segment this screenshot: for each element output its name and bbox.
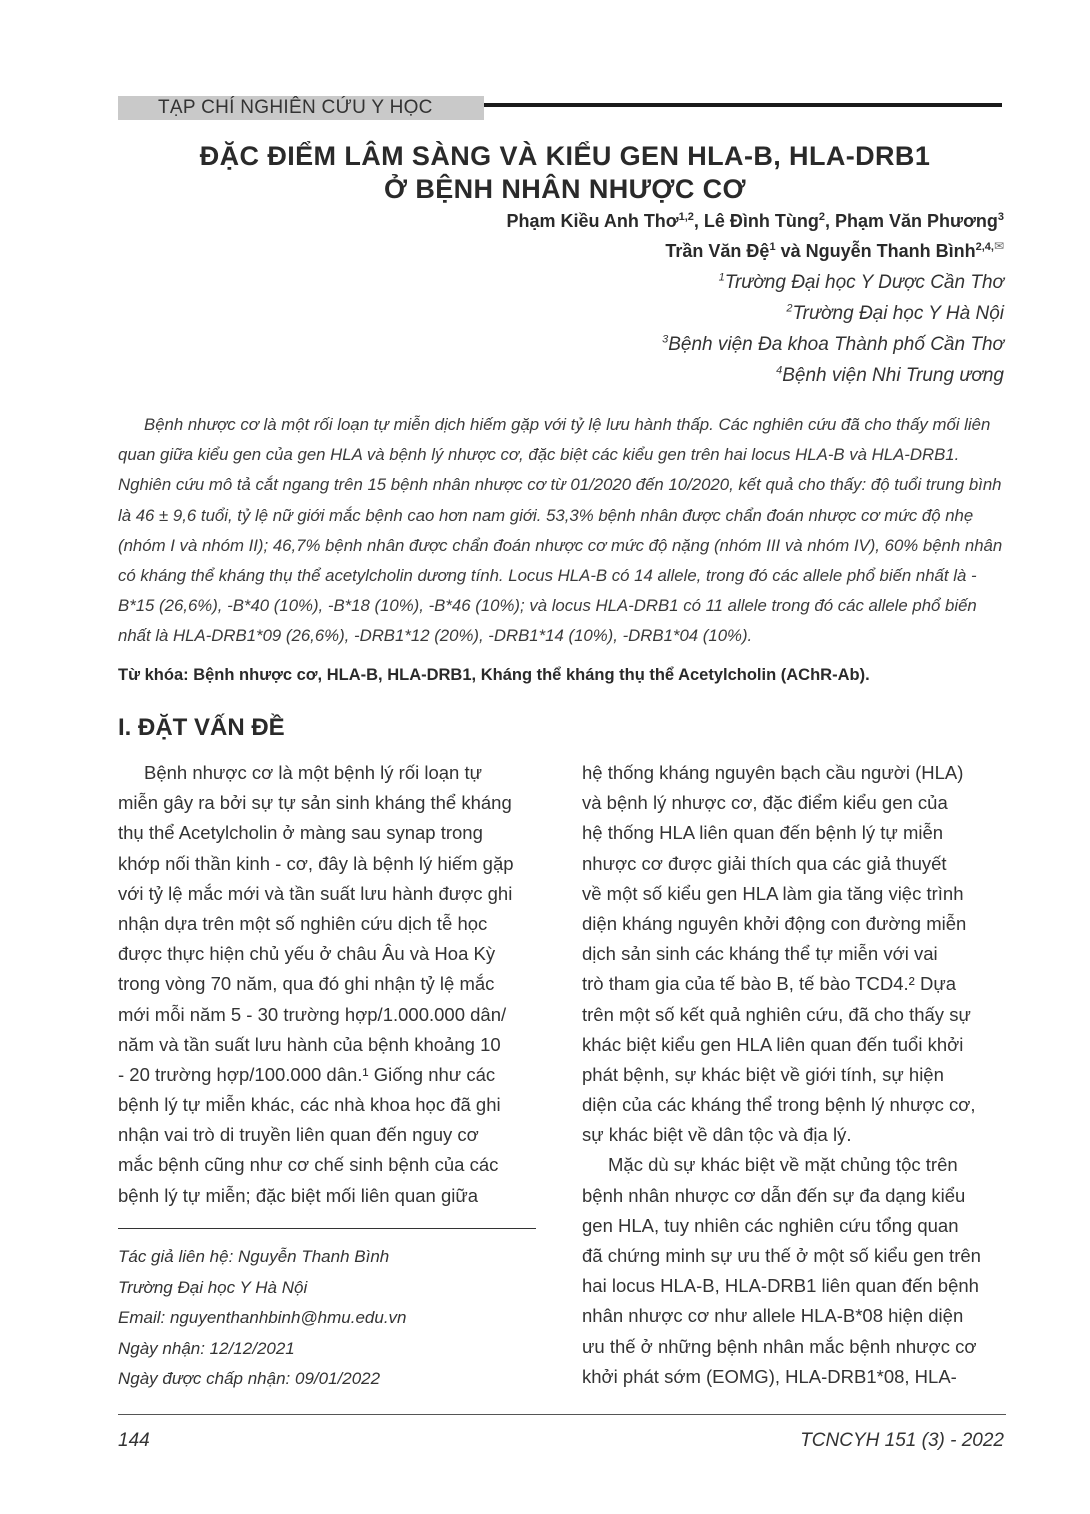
body-right-column xyxy=(582,758,1004,1392)
affiliation-sup: 2 xyxy=(786,302,793,315)
author-affiliation-sup: 3 xyxy=(997,211,1004,223)
text-line: nhược cơ được giải thích qua các giả thuyết xyxy=(582,852,947,874)
text-line: trên một số kết quả nghiên cứu, đã cho thấy sự xyxy=(582,1003,971,1025)
header-rule xyxy=(484,103,1002,107)
affiliation-sup: 3 xyxy=(662,333,669,346)
keywords: Từ khóa: Bệnh nhược cơ, HLA-B, HLA-DRB1, Kháng thể kháng thụ thể Acetylcholin (AChR-Ab). xyxy=(118,666,870,684)
author-affiliation-sup: 2,4, xyxy=(975,241,994,253)
text-line: mắc bệnh cũng như cơ chế sinh bệnh của các xyxy=(118,1154,499,1176)
author-affiliation-sup: 1 xyxy=(769,241,776,253)
accepted-date: Ngày được chấp nhận: 09/01/2022 xyxy=(118,1369,381,1388)
text-line: thụ thể Acetylcholin ở màng sau synap trong xyxy=(118,822,483,844)
text-line: sự khác biệt về dân tộc và địa lý. xyxy=(582,1124,852,1146)
correspondence-footnote xyxy=(118,1242,407,1395)
author-name: , Lê Đình Tùng xyxy=(693,211,819,231)
affiliation-name: Bệnh viện Nhi Trung ương xyxy=(782,365,1004,386)
affiliation-2 xyxy=(786,303,1004,325)
text-line: nhân nhược cơ như allele HLA-B*08 hiện diện xyxy=(582,1305,964,1327)
text-line: bệnh nhân nhược cơ dẫn đến sự đa dạng kiểu xyxy=(582,1184,966,1206)
abstract: Bệnh nhược cơ là một rối loạn tự miễn dịch hiếm gặp với tỷ lệ lưu hành thấp. Các nghiên cứu đã cho thấy mối liên quan giữa kiểu gen của gen HLA và bệnh lý nhược cơ, đặc biệt các kiểu gen trên hai locus HLA-B và HLA-DRB1. Nghiên cứu mô tả cắt ngang trên 15 bệnh nhân nhược cơ từ 01/2020 đến 10/2020, kết quả cho thấy: độ tuổi trung bình là 46 ± 9,6 tuổi, tỷ lệ nữ giới mắc bệnh cao hơn nam giới. 53,3% bệnh nhân được chẩn đoán nhược cơ mức độ nhẹ (nhóm I và nhóm II); 46,7% bệnh nhân được chẩn đoán nhược cơ mức độ nặng (nhóm III và nhóm IV), 60% bệnh nhân có kháng thể kháng thụ thể acetylcholin dương tính. Locus HLA-B có 14 allele, trong đó các allele phổ biến nhất là -B*15 (26,6%), -B*40 (10%), -B*18 (10%), -B*46 (10%); và locus HLA-DRB1 có 11 allele trong đó các allele phổ biến nhất là HLA-DRB1*09 (26,6%), -DRB1*12 (20%), -DRB1*14 (10%), -DRB1*04 (10%). xyxy=(118,415,1003,646)
text-line: nhận vai trò di truyền liên quan đến nguy cơ xyxy=(118,1124,479,1146)
footnote-divider xyxy=(118,1228,536,1229)
affiliation-4 xyxy=(776,365,1004,387)
text-line: diện của các kháng thể trong bệnh lý nhược cơ, xyxy=(582,1094,976,1116)
author-name: Trần Văn Đệ xyxy=(665,241,770,261)
text-line: khởi phát sớm (EOMG), HLA-DRB1*08, HLA- xyxy=(582,1365,957,1387)
body-left-column xyxy=(118,758,536,1211)
journal-header-label: TẠP CHÍ NGHIÊN CỨU Y HỌC xyxy=(158,97,433,118)
text-line: ưu thế ở những bệnh nhân mắc bệnh nhược cơ xyxy=(582,1335,977,1357)
author-affiliation-sup: 1,2 xyxy=(678,211,694,223)
affiliation-3 xyxy=(662,334,1004,356)
received-date: Ngày nhận: 12/12/2021 xyxy=(118,1338,295,1358)
text-line: hai locus HLA-B, HLA-DRB1 liên quan đến bệnh xyxy=(582,1275,979,1297)
text-line: về một số kiểu gen HLA làm gia tăng việc trình xyxy=(582,882,964,904)
text-line: hệ thống HLA liên quan đến bệnh lý tự miễn xyxy=(582,822,944,844)
text-line: miễn gây ra bởi sự tự sản sinh kháng thể kháng xyxy=(118,792,512,814)
text-line: trong vòng 70 năm, qua đó ghi nhận tỷ lệ mắc xyxy=(118,973,495,995)
text-line: Bệnh nhược cơ là một bệnh lý rối loạn tự xyxy=(144,762,483,783)
author-name: và Nguyễn Thanh Bình xyxy=(775,241,976,261)
footer-divider xyxy=(118,1414,1006,1415)
affiliation-sup: 4 xyxy=(776,364,783,377)
affiliation-name: Trường Đại học Y Hà Nội xyxy=(792,303,1004,324)
section-heading: I. ĐẶT VẤN ĐỀ xyxy=(118,714,285,741)
text-line: phát bệnh, sự khác biệt về giới tính, sự hiện xyxy=(582,1063,944,1085)
affiliation-sup: 1 xyxy=(718,271,725,284)
author-line-1 xyxy=(506,211,1004,232)
text-line: khớp nối thần kinh - cơ, đây là bệnh lý hiếm gặp xyxy=(118,852,514,874)
text-line: diện kháng nguyên khởi động con đường miễn xyxy=(582,912,967,934)
author-name: Phạm Kiều Anh Thơ xyxy=(506,211,679,231)
author-affiliation-sup: 2 xyxy=(818,211,826,223)
text-line: hệ thống kháng nguyên bạch cầu người (HLA) xyxy=(582,762,964,783)
text-line: Mặc dù sự khác biệt về mặt chủng tộc trên xyxy=(608,1154,958,1176)
affiliation-1 xyxy=(719,272,1004,294)
page-number: 144 xyxy=(118,1430,150,1451)
text-line: bệnh lý tự miễn khác, các nhà khoa học đã ghi xyxy=(118,1094,501,1116)
author-name: , Phạm Văn Phương xyxy=(825,211,998,231)
envelope-icon: ✉ xyxy=(993,239,1004,253)
text-line: dịch sản sinh các kháng thể tự miễn với vai xyxy=(582,943,938,965)
text-line: bệnh lý tự miễn; đặc biệt mối liên quan giữa xyxy=(118,1184,479,1206)
article-title-line-1: ĐẶC ĐIỂM LÂM SÀNG VÀ KIỂU GEN HLA-B, HLA-DRB1 xyxy=(199,141,931,171)
article-title-line-2: Ở BỆNH NHÂN NHƯỢC CƠ xyxy=(384,174,746,204)
text-line: gen HLA, tuy nhiên các nghiên cứu tổng quan xyxy=(582,1214,959,1236)
correspondence-email: Email: nguyenthanhbinh@hmu.edu.vn xyxy=(118,1308,407,1327)
text-line: khác biệt kiểu gen HLA liên quan đến tuổi khởi xyxy=(582,1033,964,1055)
text-line: được thực hiện chủ yếu ở châu Âu và Hoa Kỳ xyxy=(118,943,496,965)
text-line: năm và tần suất lưu hành của bệnh khoảng 10 xyxy=(118,1033,501,1055)
correspondence-author: Tác giả liên hệ: Nguyễn Thanh Bình xyxy=(118,1247,390,1266)
affiliation-name: Bệnh viện Đa khoa Thành phố Cần Thơ xyxy=(668,334,1004,355)
text-line: mới mỗi năm 5 - 30 trường hợp/1.000.000 dân/ xyxy=(118,1003,507,1025)
correspondence-institution: Trường Đại học Y Hà Nội xyxy=(118,1277,308,1297)
text-line: với tỷ lệ mắc mới và tần suất lưu hành được ghi xyxy=(118,882,513,904)
affiliation-name: Trường Đại học Y Dược Cần Thơ xyxy=(724,272,1004,293)
text-line: - 20 trường hợp/100.000 dân.¹ Giống như các xyxy=(118,1063,496,1085)
text-line: và bệnh lý nhược cơ, đặc điểm kiểu gen của xyxy=(582,792,948,814)
text-line: trò tham gia của tế bào B, tế bào TCD4.² Dựa xyxy=(582,973,957,995)
text-line: đã chứng minh sự ưu thế ở một số kiểu gen trên xyxy=(582,1245,981,1266)
text-line: nhận dựa trên một số nghiên cứu dịch tễ học xyxy=(118,912,488,934)
author-line-2 xyxy=(665,241,1004,262)
journal-reference: TCNCYH 151 (3) - 2022 xyxy=(800,1430,1004,1451)
